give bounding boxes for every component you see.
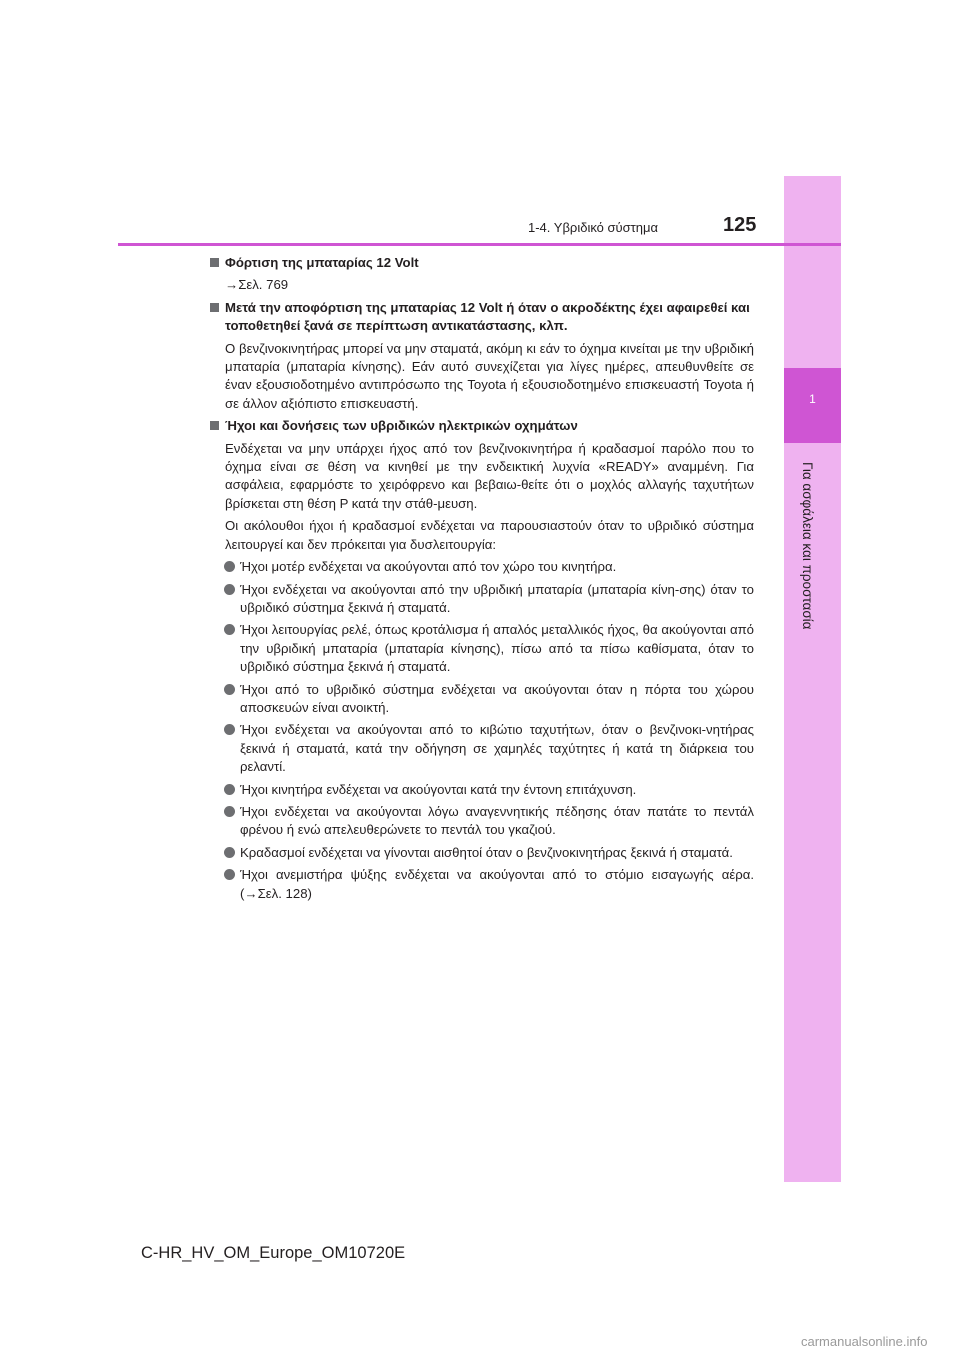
paragraph-sounds-2: Οι ακόλουθοι ήχοι ή κραδασμοί ενδέχεται να παρουσιαστούν όταν το υβριδικό σύστημα λειτουργεί και δεν πρόκειται για δυσλειτουργία: [225, 518, 754, 552]
list-item [210, 721, 754, 776]
list-item [210, 866, 754, 903]
bullet-icon [224, 724, 235, 735]
list-item [210, 803, 754, 840]
bullet-icon [224, 561, 235, 572]
list-item-text: Ήχοι μοτέρ ενδέχεται να ακούγονται από τον χώρο του κινητήρα. [240, 559, 617, 575]
heading-12v-charging: Φόρτιση της μπαταρίας 12 Volt [210, 254, 754, 272]
list-item-text: Ήχοι από το υβριδικό σύστημα ενδέχεται να ακούγονται όταν η πόρτα του χώρου αποσκευών είναι ανοικτή. [240, 681, 754, 715]
list-item-text: Ήχοι λειτουργίας ρελέ, όπως κροτάλισμα ή απαλός μεταλλικός ήχος, θα ακούγονται από την υβριδική μπαταρία (μπαταρία κίνησης), πίσω από τα πίσω καθίσματα, όταν το υβριδικό σύστημα ξεκινά ή σταματά. [240, 622, 754, 675]
list-item-text: Ήχοι κινητήρα ενδέχεται να ακούγονται κατά την έντονη επιτάχυνση. [240, 781, 637, 797]
chapter-number: 1 [809, 392, 816, 406]
list-item [210, 781, 754, 799]
list-item-text: Ήχοι ενδέχεται να ακούγονται λόγω αναγεννητικής πέδησης όταν πατάτε το πεντάλ φρένου ή ενώ απελευθερώνετε το πεντάλ του γκαζιού. [240, 803, 754, 838]
bullet-icon [224, 869, 235, 880]
page-number: 125 [723, 214, 757, 236]
list-item-text: Κραδασμοί ενδέχεται να γίνονται αισθητοί όταν ο βενζινοκινητήρας ξεκινά ή σταματά. [240, 844, 733, 860]
page-reference: →Σελ. 769 [225, 277, 289, 293]
list-item [210, 621, 754, 676]
header-divider [118, 243, 841, 246]
heading-after-discharge: Μετά την αποφόρτιση της μπαταρίας 12 Volt ή όταν ο ακροδέκτης έχει αφαιρεθεί και τοποθετηθεί ξανά σε περίπτωση αντικατάστασης, κλπ. [210, 299, 754, 336]
list-item [210, 581, 754, 618]
chapter-side-tab [784, 176, 841, 1182]
chapter-title: Για ασφάλεια και προστασία [800, 462, 815, 630]
list-item [210, 844, 754, 862]
bullet-icon [224, 806, 235, 817]
page-content [210, 254, 754, 903]
list-item [210, 558, 754, 576]
document-id: C-HR_HV_OM_Europe_OM10720E [141, 1244, 406, 1262]
list-item-text: Ήχοι ανεμιστήρα ψύξης ενδέχεται να ακούγονται από το στόμιο εισαγωγής αέρα. (→Σελ. 128) [240, 867, 754, 901]
paragraph-sounds-1: Ενδέχεται να μην υπάρχει ήχος από τον βενζινοκινητήρα ή κραδασμοί παρόλο που το όχημα είναι σε θέση να κινηθεί με την ενδεικτική λυχνία «READY» αναμμένη. Για ασφάλεια, εφαρμόστε το χειρόφρενο και βεβαιω-θείτε ότι ο μοχλός αλλαγής ταχυτήτων βρίσκεται στη θέση P κατά την στάθ-μευση. [225, 440, 754, 511]
list-item-text: Ήχοι ενδέχεται να ακούγονται από την υβριδική μπαταρία (μπαταρία κίνη-σης) όταν το υβριδικό σύστημα ξεκινά ή σταματά. [240, 581, 754, 615]
bullet-icon [224, 584, 235, 595]
bullet-icon [224, 684, 235, 695]
bullet-icon [224, 847, 235, 858]
section-title: 1-4. Υβριδικό σύστημα [528, 220, 659, 235]
watermark: carmanualsonline.info [801, 1334, 928, 1349]
heading-sounds-vibrations: Ήχοι και δονήσεις των υβριδικών ηλεκτρικών οχημάτων [210, 417, 754, 435]
bullet-icon [224, 784, 235, 795]
bullet-icon [224, 624, 235, 635]
list-item-text: Ήχοι ενδέχεται να ακούγονται από το κιβώτιο ταχυτήτων, όταν ο βενζινοκι-νητήρας ξεκινά ή σταματά, κατά την οδήγηση σε χαμηλές ταχύτητες ή κατά τη διάρκεια του ρελαντί. [240, 722, 754, 775]
paragraph-after-discharge: Ο βενζινοκινητήρας μπορεί να μην σταματά, ακόμη κι εάν το όχημα κινείται με την υβριδική μπαταρία (μπαταρία κίνησης). Εάν αυτό συνεχίζεται για λίγες ημέρες, απευθυνθείτε σε έναν εξουσιοδοτημένο αντιπρόσωπο της Toyota ή εξουσιοδοτημένο επισκευαστή Toyota ή σε άλλον αξιόπιστο επισκευαστή. [225, 340, 754, 411]
list-item [210, 681, 754, 718]
